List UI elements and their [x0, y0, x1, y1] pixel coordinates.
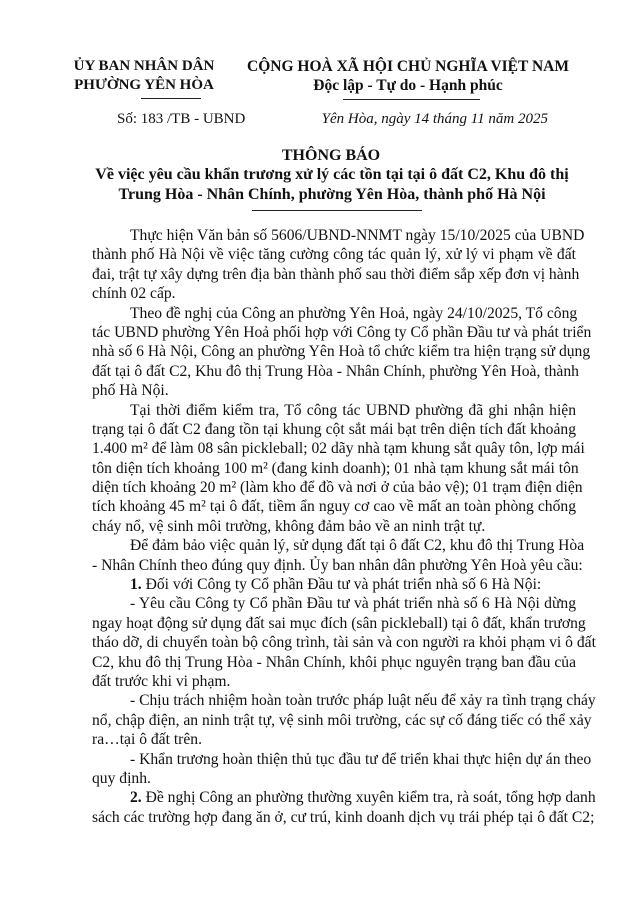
paragraph-line — [92, 653, 576, 672]
paragraph-line — [92, 633, 596, 652]
paragraph-line — [92, 245, 576, 264]
paragraph-line — [92, 556, 583, 575]
line-text: - Nhân Chính theo đúng quy định. Ủy ban nhân dân phường Yên Hoà yêu cầu: — [92, 556, 583, 574]
line-text: phố Hà Nội. — [92, 382, 169, 400]
line-text: tích khoảng 45 m² tại ô đất, tiềm ẩn nguy cơ cao về mất an toàn phòng chống — [92, 498, 576, 516]
paragraph-line — [92, 769, 576, 788]
line-text: Theo đề nghị của Công an phường Yên Hoả, ngày 24/10/2025, Tổ công — [130, 304, 578, 322]
line-text: Đối với Công ty Cổ phần Đầu tư và phát triển nhà số 6 Hà Nội: — [141, 576, 542, 594]
line-text: sách các trường hợp đang ăn ở, cư trú, kinh doanh dịch vụ trái phép tại ô đất C2; — [92, 808, 595, 826]
subtitle-line-2: Trung Hòa - Nhân Chính, phường Yên Hòa, thành phố Hà Nội — [118, 186, 546, 203]
line-text: quy định. — [92, 769, 151, 787]
line-text: nhà số 6 Hà Nội, Công an phường Yên Hoà tổ chức kiểm tra hiện trạng sử dụng — [92, 343, 591, 361]
paragraph-line — [92, 459, 579, 478]
paragraph-line — [92, 536, 585, 555]
line-text: 1.400 m² để làm 08 sân pickleball; 02 dãy nhà tạm khung sắt quây tôn, lợp mái — [92, 440, 585, 458]
paragraph-line — [92, 439, 585, 458]
paragraph-line — [92, 401, 576, 420]
paragraph-line — [92, 497, 576, 516]
paragraph-line — [92, 808, 595, 827]
paragraph-line — [92, 750, 592, 769]
paragraph-line — [92, 420, 576, 439]
line-text: Đề nghị Công an phường thường xuyên kiểm tra, rà soát, tổng hợp danh — [141, 789, 596, 807]
line-text: - Khẩn trương hoàn thiện thủ tục đầu tư để triển khai thực hiện dự án theo — [130, 750, 592, 768]
line-text: thành phố Hà Nội về việc tăng cường công tác quản lý, xử lý vi phạm về đất — [92, 246, 576, 264]
line-text: ngay hoạt động sử dụng đất sai mục đích (sân pickleball) tại ô đất, khẩn trương — [92, 614, 586, 632]
paragraph-line — [92, 284, 576, 303]
line-text: tác UBND phường Yên Hoả phối hợp với Công ty Cổ phần Đầu tư và phát triển — [92, 323, 592, 341]
motto-underline — [343, 99, 480, 100]
paragraph-line — [92, 362, 579, 381]
line-text: Để đảm bảo việc quản lý, sử dụng đất tại ô đất C2, khu đô thị Trung Hòa — [130, 537, 585, 555]
nation-line-2: Độc lập - Tự do - Hạnh phúc — [313, 77, 503, 94]
paragraph-line — [92, 594, 576, 613]
line-text: chính 02 cấp. — [92, 285, 176, 303]
agency-underline — [141, 98, 201, 99]
line-text: C2, khu đô thị Trung Hòa - Nhân Chính, khôi phục nguyên trạng ban đầu của — [92, 653, 576, 671]
paragraph-line — [92, 575, 576, 594]
paragraph-line — [92, 226, 585, 245]
agency-name — [74, 57, 215, 95]
line-text: trạng tại ô đất C2 đang tồn tại khung cột sắt mái bạt trên diện tích đất khoảng — [92, 420, 576, 438]
line-text: - Yêu cầu Công ty Cổ phần Đầu tư và phát triển nhà số 6 Hà Nội dừng — [130, 595, 576, 613]
subtitle-line-1: Về việc yêu cầu khẩn trương xử lý các tồn tại tại ô đất C2, Khu đô thị — [95, 166, 569, 183]
line-text: đai, trật tự xây dựng trên địa bàn thành phố sau thời điểm sắp xếp đơn vị hành — [92, 265, 580, 283]
document-heading: THÔNG BÁO — [281, 147, 381, 164]
paragraph-line — [92, 304, 576, 323]
line-text: cháy nổ, vệ sinh môi trường, không đảm bảo về an ninh trật tự. — [92, 517, 486, 535]
line-text: Thực hiện Văn bản số 5606/UBND-NNMT ngày 15/10/2025 của UBND — [130, 227, 585, 244]
line-text: - Chịu trách nhiệm hoàn toàn trước pháp luật nếu để xảy ra tình trạng cháy — [130, 692, 596, 710]
place-date: Yên Hòa, ngày 14 tháng 11 năm 2025 — [321, 111, 548, 127]
paragraph-line — [92, 342, 591, 361]
paragraph-line — [92, 691, 596, 710]
item-number: 1. — [130, 576, 142, 594]
national-motto — [247, 57, 569, 95]
paragraph-line — [92, 711, 592, 730]
paragraph-line — [92, 478, 583, 497]
paragraph-line — [92, 323, 592, 342]
line-text: ra…tại ô đất trên. — [92, 731, 202, 749]
document-number: Số: 183 /TB - UBND — [117, 111, 246, 127]
line-text: tôn diện tích khoảng 100 m² (đang kinh doanh); 01 nhà tạm khung sắt mái tôn — [92, 459, 579, 477]
document-body — [92, 226, 596, 827]
paragraph-line — [92, 614, 586, 633]
line-text: Tại thời điểm kiểm tra, Tổ công tác UBND phường đã ghi nhận hiện — [130, 401, 576, 419]
line-text: đất trước khi vi phạm. — [92, 672, 231, 690]
nation-line-1: CỘNG HOÀ XÃ HỘI CHỦ NGHĨA VIỆT NAM — [247, 58, 569, 75]
paragraph-line — [92, 730, 576, 749]
agency-line-2: PHƯỜNG YÊN HÒA — [74, 77, 214, 93]
paragraph-line — [92, 265, 580, 284]
line-text: diện tích khoảng 20 m² (làm kho để đồ và nơi ở của bảo vệ); 01 trạm điện diện — [92, 479, 583, 497]
item-number: 2. — [130, 789, 142, 807]
paragraph-line — [92, 672, 576, 691]
paragraph-line — [92, 788, 596, 807]
paragraph-line — [92, 517, 576, 536]
line-text: tháo dỡ, di chuyển toàn bộ công trình, tài sản và con người ra khỏi phạm vi ô đất — [92, 634, 596, 652]
line-text: nổ, chập điện, an ninh trật tự, vệ sinh môi trường, các sự cố đáng tiếc có thể xảy — [92, 711, 592, 729]
agency-line-1: ỦY BAN NHÂN DÂN — [73, 58, 215, 74]
line-text: đất tại ô đất C2, Khu đô thị Trung Hòa - Nhân Chính, phường Yên Hoà, thành — [92, 362, 579, 380]
paragraph-line — [92, 381, 576, 400]
title-underline — [252, 210, 422, 211]
